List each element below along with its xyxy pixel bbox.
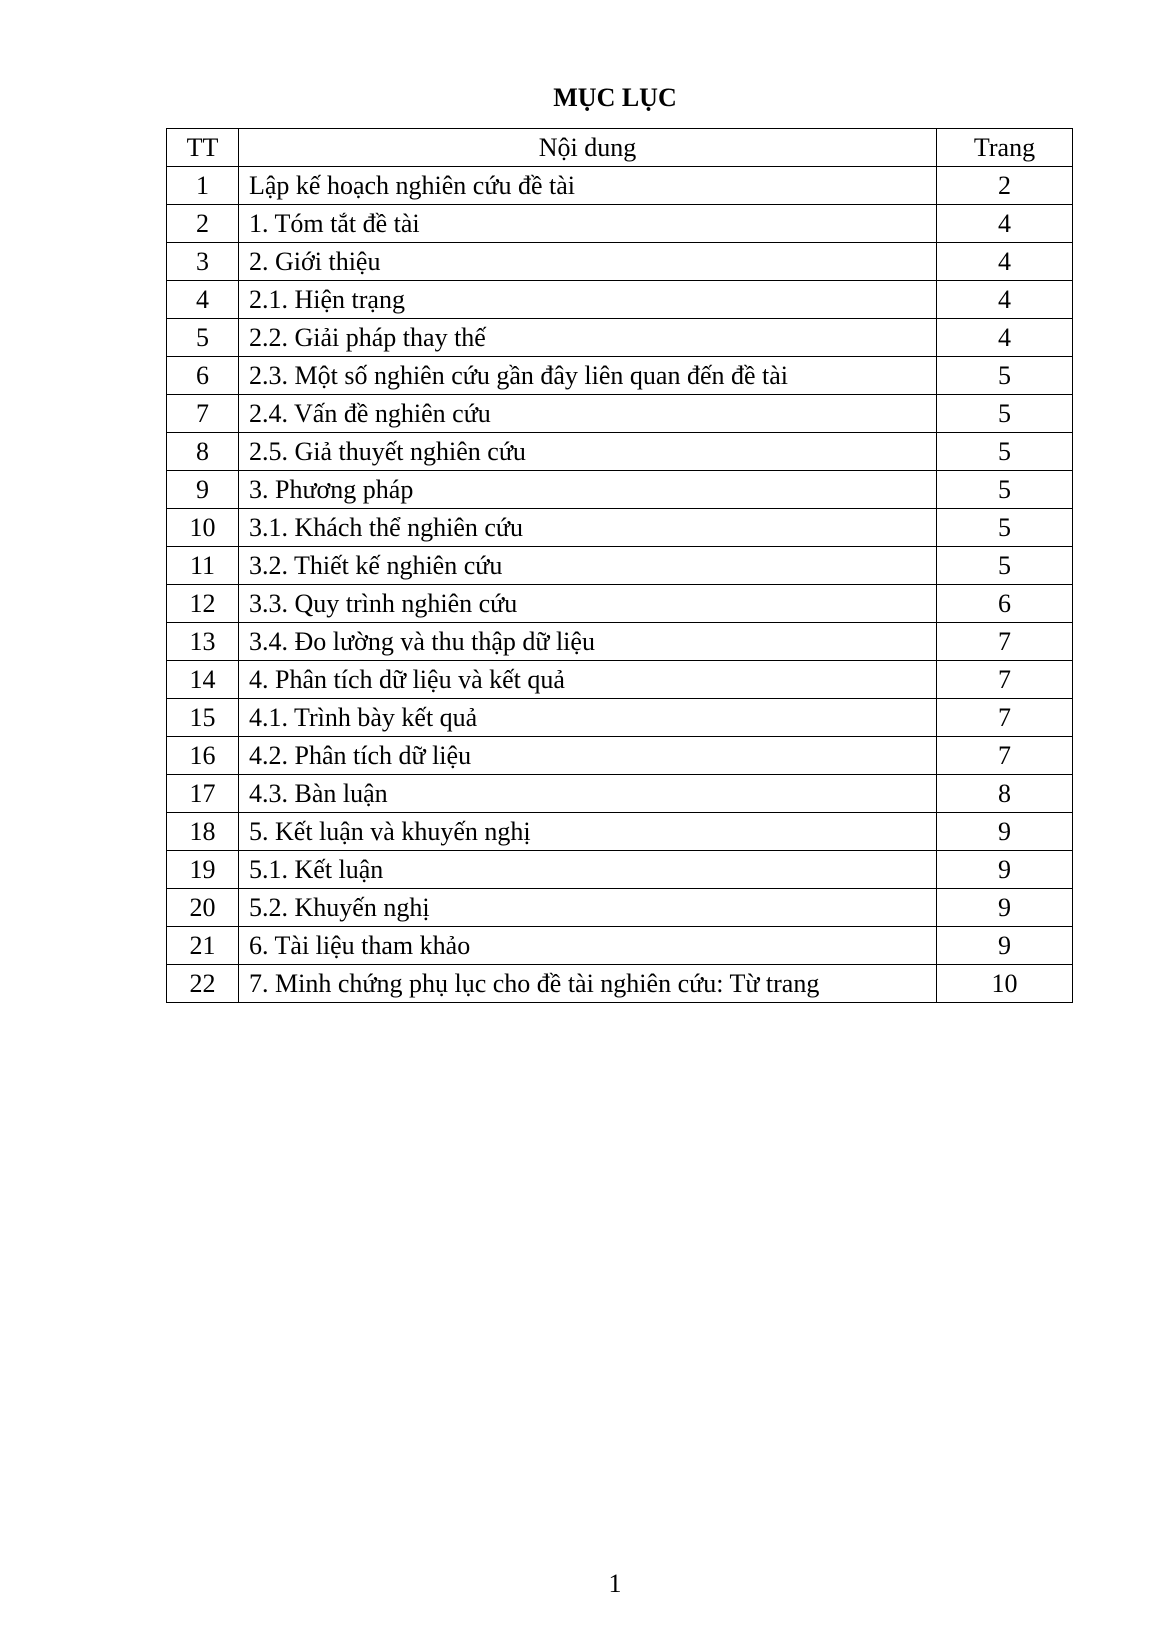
row-page: 6 xyxy=(937,585,1073,623)
table-row xyxy=(167,737,1073,775)
row-content: 3. Phương pháp xyxy=(239,471,937,509)
row-page: 5 xyxy=(937,395,1073,433)
table-row xyxy=(167,585,1073,623)
row-page: 5 xyxy=(937,433,1073,471)
row-number: 14 xyxy=(167,661,239,699)
row-page: 5 xyxy=(937,357,1073,395)
row-number: 7 xyxy=(167,395,239,433)
table-row xyxy=(167,813,1073,851)
row-content: 4.3. Bàn luận xyxy=(239,775,937,813)
row-page: 9 xyxy=(937,813,1073,851)
table-row xyxy=(167,319,1073,357)
table-row xyxy=(167,357,1073,395)
row-page: 7 xyxy=(937,737,1073,775)
row-page: 8 xyxy=(937,775,1073,813)
row-number: 21 xyxy=(167,927,239,965)
table-row xyxy=(167,243,1073,281)
row-content: Lập kế hoạch nghiên cứu đề tài xyxy=(239,167,937,205)
row-number: 15 xyxy=(167,699,239,737)
table-row xyxy=(167,281,1073,319)
row-number: 6 xyxy=(167,357,239,395)
row-number: 10 xyxy=(167,509,239,547)
row-number: 3 xyxy=(167,243,239,281)
table-row xyxy=(167,395,1073,433)
row-page: 5 xyxy=(937,471,1073,509)
row-number: 4 xyxy=(167,281,239,319)
row-page: 10 xyxy=(937,965,1073,1003)
table-row xyxy=(167,547,1073,585)
row-content: 1. Tóm tắt đề tài xyxy=(239,205,937,243)
row-page: 5 xyxy=(937,509,1073,547)
row-number: 19 xyxy=(167,851,239,889)
header-content: Nội dung xyxy=(239,129,937,167)
row-content: 4.2. Phân tích dữ liệu xyxy=(239,737,937,775)
row-page: 9 xyxy=(937,889,1073,927)
row-number: 22 xyxy=(167,965,239,1003)
row-number: 18 xyxy=(167,813,239,851)
table-row xyxy=(167,661,1073,699)
row-content: 5.2. Khuyến nghị xyxy=(239,889,937,927)
table-row xyxy=(167,965,1073,1003)
row-content: 3.1. Khách thể nghiên cứu xyxy=(239,509,937,547)
row-page: 7 xyxy=(937,661,1073,699)
row-number: 5 xyxy=(167,319,239,357)
table-row xyxy=(167,167,1073,205)
row-content: 3.2. Thiết kế nghiên cứu xyxy=(239,547,937,585)
table-row xyxy=(167,927,1073,965)
row-content: 3.3. Quy trình nghiên cứu xyxy=(239,585,937,623)
row-page: 7 xyxy=(937,699,1073,737)
table-row xyxy=(167,509,1073,547)
toc-table xyxy=(166,128,1073,1003)
row-number: 20 xyxy=(167,889,239,927)
row-number: 8 xyxy=(167,433,239,471)
row-page: 4 xyxy=(937,205,1073,243)
row-number: 2 xyxy=(167,205,239,243)
row-page: 4 xyxy=(937,243,1073,281)
row-page: 4 xyxy=(937,281,1073,319)
row-number: 9 xyxy=(167,471,239,509)
row-number: 17 xyxy=(167,775,239,813)
page-title: MỤC LỤC xyxy=(553,83,677,112)
table-row xyxy=(167,205,1073,243)
table-row xyxy=(167,851,1073,889)
row-number: 16 xyxy=(167,737,239,775)
row-content: 2. Giới thiệu xyxy=(239,243,937,281)
header-tt: TT xyxy=(167,129,239,167)
row-content: 5. Kết luận và khuyến nghị xyxy=(239,813,937,851)
table-row xyxy=(167,699,1073,737)
page-number: 1 xyxy=(608,1569,622,1598)
row-content: 7. Minh chứng phụ lục cho đề tài nghiên cứu: Từ trang xyxy=(239,965,937,1003)
header-page: Trang xyxy=(937,129,1073,167)
row-page: 2 xyxy=(937,167,1073,205)
row-content: 4.1. Trình bày kết quả xyxy=(239,699,937,737)
row-page: 4 xyxy=(937,319,1073,357)
row-number: 12 xyxy=(167,585,239,623)
table-header-row xyxy=(167,129,1073,167)
table-row xyxy=(167,471,1073,509)
row-page: 5 xyxy=(937,547,1073,585)
table-row xyxy=(167,433,1073,471)
row-number: 1 xyxy=(167,167,239,205)
row-content: 4. Phân tích dữ liệu và kết quả xyxy=(239,661,937,699)
row-page: 9 xyxy=(937,927,1073,965)
toc-body xyxy=(167,167,1073,1003)
row-number: 13 xyxy=(167,623,239,661)
row-content: 6. Tài liệu tham khảo xyxy=(239,927,937,965)
row-content: 2.1. Hiện trạng xyxy=(239,281,937,319)
row-number: 11 xyxy=(167,547,239,585)
table-row xyxy=(167,889,1073,927)
table-row xyxy=(167,775,1073,813)
row-page: 9 xyxy=(937,851,1073,889)
row-content: 2.3. Một số nghiên cứu gần đây liên quan đến đề tài xyxy=(239,357,937,395)
table-row xyxy=(167,623,1073,661)
row-content: 5.1. Kết luận xyxy=(239,851,937,889)
row-page: 7 xyxy=(937,623,1073,661)
row-content: 3.4. Đo lường và thu thập dữ liệu xyxy=(239,623,937,661)
row-content: 2.4. Vấn đề nghiên cứu xyxy=(239,395,937,433)
row-content: 2.5. Giả thuyết nghiên cứu xyxy=(239,433,937,471)
row-content: 2.2. Giải pháp thay thế xyxy=(239,319,937,357)
